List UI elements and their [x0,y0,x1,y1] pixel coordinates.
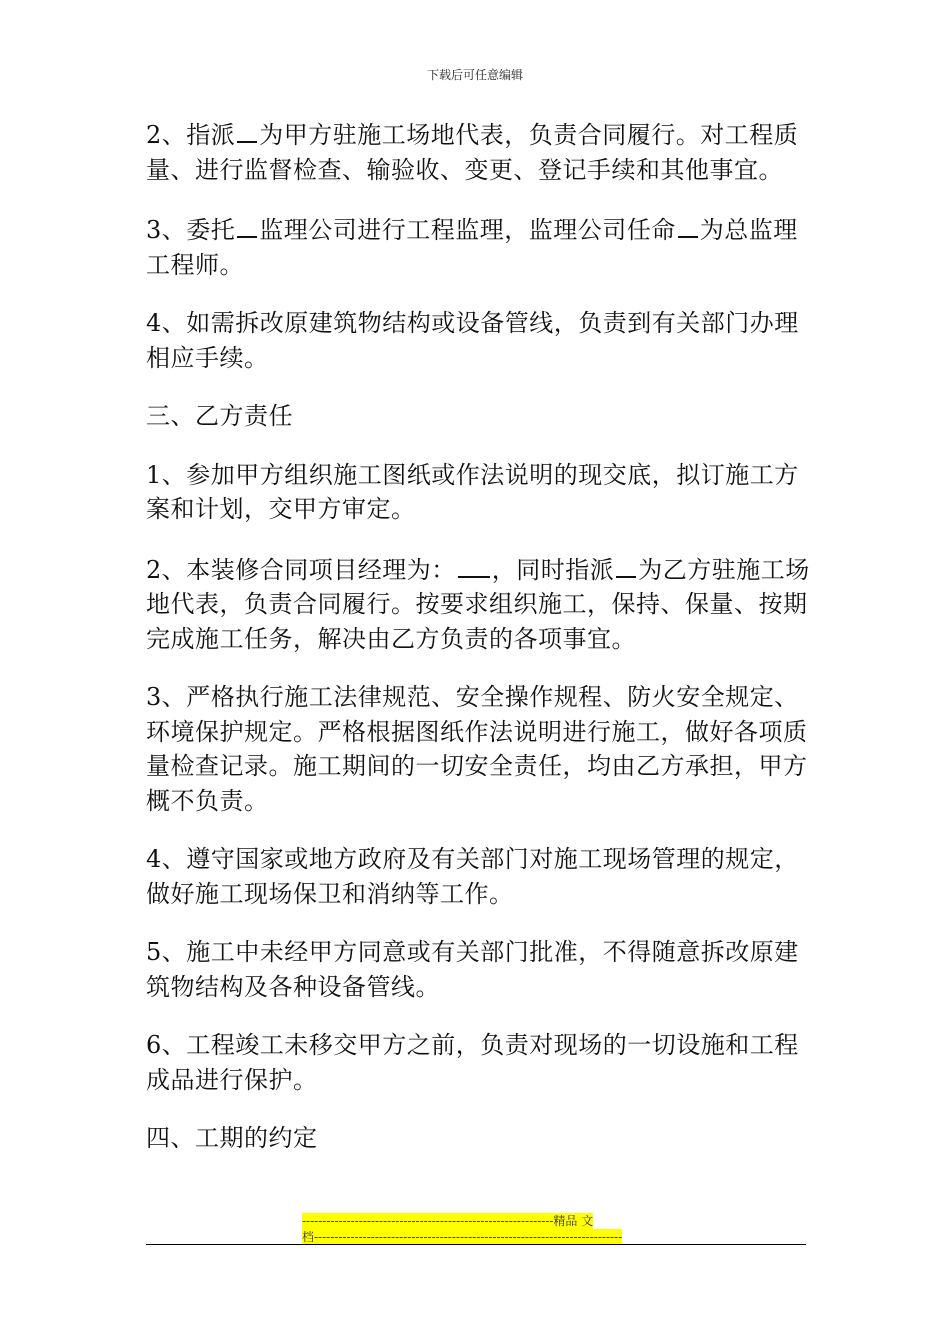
document-body [146,116,818,1180]
paragraph-text: 2、本装修合同项目经理为： [146,555,456,584]
footer-line-2: 档---------------------------------------------------------------------------- [302,1230,623,1244]
paragraph-2-appoint-representative [146,116,818,187]
paragraph-text: 监理公司进行工程监理，监理公司任命 [259,216,676,244]
paragraph-text: 3、委托 [146,216,236,244]
blank-field [237,116,257,143]
section-heading-party-b: 三、乙方责任 [146,402,293,430]
paragraph-b1-drawings: 1、参加甲方组织施工图纸或作法说明的现交底，拟订施工方案和计划，交甲方审定。 [146,460,799,523]
paragraph-text: 为乙方驻施工场地代表，负责合同履行。按要求组织施工，保持、保量、按期完成施工任务，解决由乙方负责的各项事宜。 [146,555,810,653]
footer-line-1: --------------------------------------------------------------精品 文 [302,1214,594,1228]
paragraph-text: ，同时指派 [491,555,615,584]
paragraph-text: 为总监理工程师。 [146,216,798,279]
paragraph-b6-protection: 6、工程竣工未移交甲方之前，负责对现场的一切设施和工程成品进行保护。 [146,1031,799,1094]
paragraph-b4-site-management: 4、遵守国家或地方政府及有关部门对施工现场管理的规定，做好施工现场保卫和消纳等工作。 [146,845,799,908]
paragraph-b3-regulations: 3、严格执行施工法律规范、安全操作规程、防火安全规定、环境保护规定。严格根据图纸作法说明进行施工，做好各项质量检查记录。施工期间的一切安全责任，均由乙方承担，甲方概不负责。 [146,683,808,815]
paragraph-text: 为甲方驻施工场地代表，负责合同履行。对工程质量、进行监督检查、输验收、变更、登记手续和其他事宜。 [146,121,799,184]
blank-field [458,551,490,578]
paragraph-text: 2、指派 [146,121,236,149]
footer-watermark [302,1213,648,1245]
blank-field [237,211,257,238]
paragraph-b2-project-manager [146,551,818,657]
blank-field [678,211,698,238]
blank-field [616,551,636,578]
paragraph-4-demolition: 4、如需拆改原建筑物结构或设备管线，负责到有关部门办理相应手续。 [146,309,799,372]
footer-divider [146,1244,806,1245]
paragraph-3-supervision [146,211,818,282]
section-heading-schedule: 四、工期的约定 [146,1124,318,1152]
page-header: 下载后可任意编辑 [426,68,523,82]
paragraph-b5-no-demolition: 5、施工中未经甲方同意或有关部门批准，不得随意拆改原建筑物结构及各种设备管线。 [146,938,799,1001]
